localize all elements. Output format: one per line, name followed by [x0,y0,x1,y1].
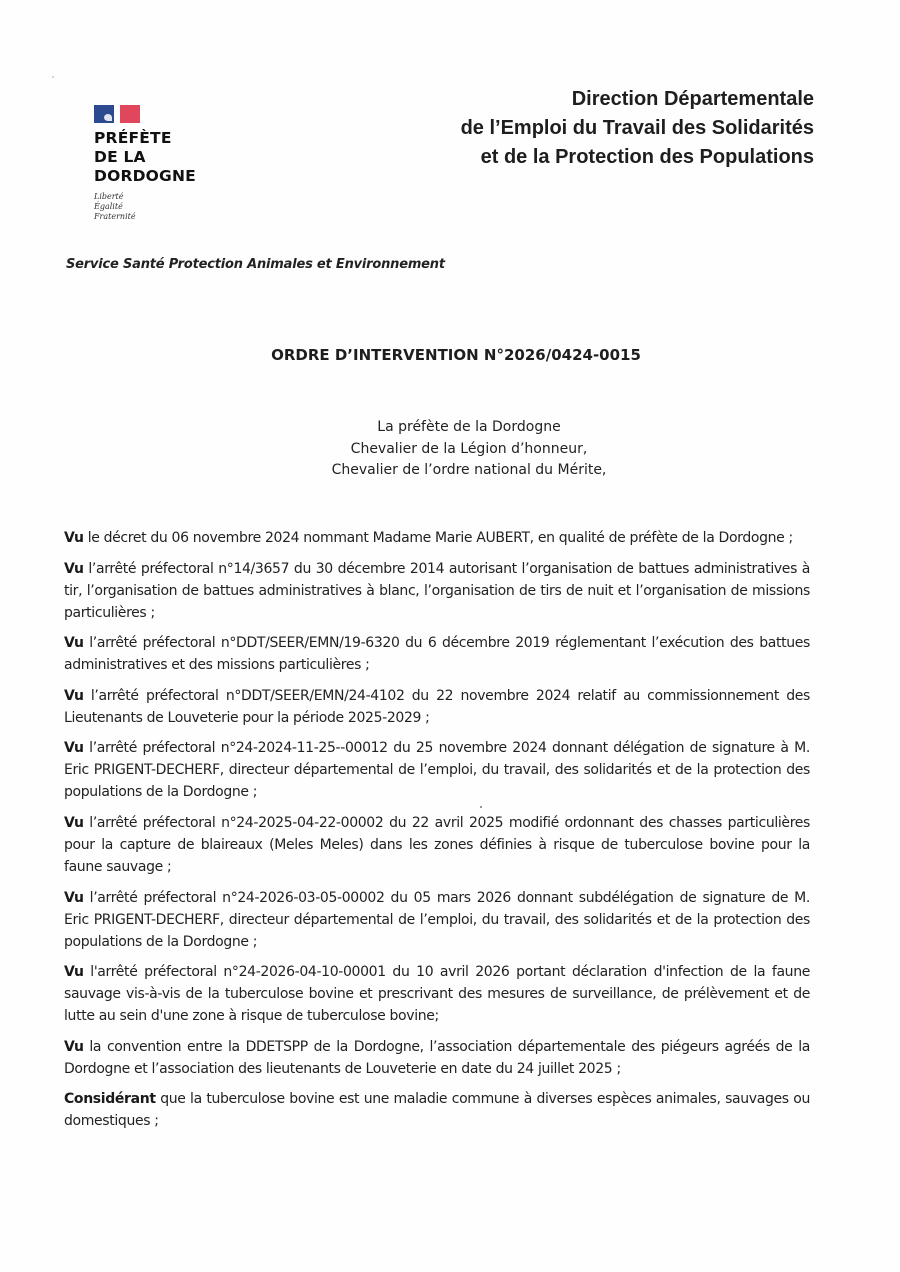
recital-lead: Vu [64,1038,84,1055]
issuing-directorate [461,85,814,172]
considering-paragraph [64,1088,810,1132]
recital-text: l’arrêté préfectoral n°DDT/SEER/EMN/24-4102 du 22 novembre 2024 relatif au commissionnement des Lieutenants de Louveterie pour la période 2025-2029 ; [64,687,810,726]
scan-speck [52,76,54,78]
recital-paragraph [64,887,810,953]
prefect-title-line: Chevalier de l’ordre national du Mérite, [331,462,607,478]
recital-paragraph [64,737,810,803]
flag-blue-band [94,105,114,123]
recital-lead: Vu [64,964,84,981]
motto-line: Fraternité [94,212,136,221]
directorate-line: et de la Protection des Populations [480,146,814,168]
recital-lead: Considérant [64,1091,156,1108]
prefect-title-line: Chevalier de la Légion d’honneur, [350,440,588,457]
recital-lead: Vu [64,889,84,906]
recital-lead: Vu [64,687,84,704]
legal-recitals [64,527,810,1141]
scan-speck [480,806,482,808]
recital-text: l’arrêté préfectoral n°DDT/SEER/EMN/19-6320 du 6 décembre 2019 réglementant l’exécution des battues administratives et des missions particulières ; [64,635,810,674]
prefect-title-line: La préfète de la Dordogne [377,419,561,435]
directorate-line: de l’Emploi du Travail des Solidarités [460,117,814,139]
recital-paragraph [64,685,810,729]
flag-red-band [120,105,140,123]
recital-paragraph [64,527,810,549]
recital-paragraph [64,961,810,1027]
service-name: Service Santé Protection Animales et Environnement [66,257,445,272]
recital-text: que la tuberculose bovine est une maladie commune à diverses espèces animales, sauvages ou domestiques ; [64,1091,810,1130]
logo-name-line: PRÉFÈTE [94,129,172,147]
recital-lead: Vu [64,814,84,831]
motto-line: Égalité [94,202,123,211]
recital-lead: Vu [64,635,84,652]
recital-paragraph [64,812,810,878]
recital-lead: Vu [64,530,84,546]
recital-text: le décret du 06 novembre 2024 nommant Madame Marie AUBERT, en qualité de préfète de la Dordogne ; [83,530,793,546]
recital-paragraph [64,632,810,676]
recital-text: l'arrêté préfectoral n°24-2026-04-10-00001 du 10 avril 2026 portant déclaration d'infection de la faune sauvage vis-à-vis de la tuberculose bovine et prescrivant des mesures de surveillance, de prélèvement et de lutte au sein d'une zone à risque de tuberculose bovine; [64,964,810,1025]
logo-name-line: DORDOGNE [94,167,196,185]
logo-name-line: DE LA [94,148,146,166]
recital-lead: Vu [64,560,84,577]
document-title: ORDRE D’INTERVENTION N°2026/0424-0015 [271,346,641,364]
recital-lead: Vu [64,740,84,757]
recital-text: l’arrêté préfectoral n°24-2024-11-25--00012 du 25 novembre 2024 donnant délégation de signature à M. Eric PRIGENT-DECHERF, directeur départemental de l’emploi, du travail, des solidarités et de la protection des populations de la Dordogne ; [64,740,810,801]
recital-text: la convention entre la DDETSPP de la Dordogne, l’association départementale des piégeurs agréés de la Dordogne et l’association des lieutenants de Louveterie en date du 24 juillet 2025 ; [64,1038,810,1077]
logo-prefecture-name [94,129,234,186]
directorate-line: Direction Départementale [571,88,814,110]
prefect-titles [0,417,900,482]
recital-paragraph [64,1036,810,1080]
recital-text: l’arrêté préfectoral n°24-2026-03-05-00002 du 05 mars 2026 donnant subdélégation de signature de M. Eric PRIGENT-DECHERF, directeur départemental de l’emploi, du travail, des solidarités et de la protection des populations de la Dordogne ; [64,889,810,950]
recital-text: l’arrêté préfectoral n°24-2025-04-22-00002 du 22 avril 2025 modifié ordonnant des chasses particulières pour la capture de blaireaux (Meles Meles) dans les zones définies à risque de tuberculose bovine pour la faune sauvage ; [64,814,810,875]
prefecture-logo [94,105,234,222]
logo-motto [94,192,234,222]
recital-text: l’arrêté préfectoral n°14/3657 du 30 décembre 2014 autorisant l’organisation de battues administratives à tir, l’organisation de battues administratives à blanc, l’organisation de tirs de nuit et l’organisation de missions particulières ; [64,560,810,621]
marianne-flag-icon [94,105,234,123]
motto-line: Liberté [94,192,124,201]
recital-paragraph [64,558,810,624]
